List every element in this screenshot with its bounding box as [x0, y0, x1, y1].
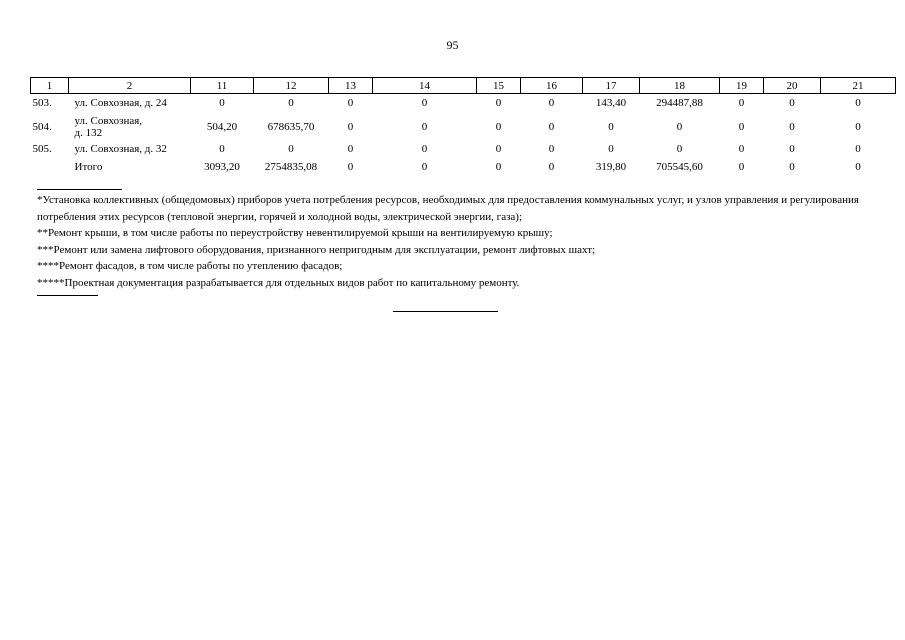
address-line: д. 132 [74, 126, 103, 139]
row-number: 503. [32, 97, 52, 110]
footnote-separator-top [37, 189, 122, 190]
table-cell: 294487,88 [656, 97, 703, 110]
row-address: ул. Совхозная, д. 24 [74, 97, 167, 110]
footnote-2: **Ремонт крыши, в том числе работы по переустройству невентилируемой крыши на вентилируемую крышу; [37, 227, 553, 240]
address-line: ул. Совхозная, [74, 114, 143, 127]
table-cell: 0 [548, 161, 555, 173]
footnote-3: ***Ремонт или замена лифтового оборудования, признанного непригодным для эксплуатации, ремонт лифтовых шахт; [37, 243, 596, 256]
total-label: Итого [74, 161, 103, 173]
table-cell: 0 [347, 120, 354, 133]
total-row [31, 158, 896, 177]
header-cell: 21 [821, 78, 896, 94]
header-cell: 12 [254, 78, 329, 94]
header-cell: 16 [521, 78, 583, 94]
table-cell: 0 [495, 161, 502, 173]
table-row [31, 94, 896, 113]
header-cell: 13 [329, 78, 373, 94]
header-cell: 19 [720, 78, 764, 94]
table-cell: 0 [789, 161, 795, 173]
table-cell: 0 [421, 143, 428, 155]
row-address [69, 113, 191, 141]
table-cell: 0 [676, 120, 683, 133]
table-cell: 319,80 [595, 161, 627, 173]
row-address: ул. Совхозная, д. 32 [74, 143, 167, 155]
header-cell: 2 [69, 78, 191, 94]
table-cell: 0 [608, 143, 614, 155]
table-cell: 0 [421, 161, 428, 173]
table-cell: 0 [789, 97, 795, 110]
header-cell: 18 [640, 78, 720, 94]
footnote-separator-bottom [37, 295, 98, 296]
header-cell: 14 [373, 78, 477, 94]
header-cell: 15 [477, 78, 521, 94]
table-cell: 0 [738, 143, 745, 155]
table-cell: 504,20 [206, 120, 238, 133]
table-cell: 0 [738, 120, 745, 133]
table-cell: 0 [738, 161, 745, 173]
table-cell: 0 [219, 143, 225, 155]
table-cell: 0 [219, 97, 225, 110]
table-cell: 0 [495, 97, 502, 110]
header-cell: 20 [764, 78, 821, 94]
table-cell: 2754835,08 [264, 161, 318, 173]
table-cell: 0 [789, 143, 795, 155]
footnote-5: *****Проектная документация разрабатывается для отдельных видов работ по капитальному ремонту. [37, 276, 520, 289]
table-cell: 0 [548, 143, 555, 155]
footnote-1: *Установка коллективных (общедомовых) приборов учета потребления ресурсов, необходимых для предоставления коммунальных услуг, и узлов управления и регулирования потребления этих ресурсов (тепловой энергии, горячей и холодной воды, электрической энергии, газа); [37, 194, 859, 223]
row-number: 504. [32, 120, 52, 133]
page-number: 95 [446, 38, 459, 52]
table-cell: 0 [855, 143, 861, 155]
table-cell: 143,40 [595, 97, 627, 110]
table-cell: 3093,20 [204, 161, 240, 173]
table-cell: 0 [608, 120, 614, 133]
table-cell: 0 [789, 120, 795, 133]
table-row [31, 113, 896, 141]
table-cell: 0 [421, 120, 428, 133]
table-cell: 0 [676, 143, 683, 155]
table-cell: 0 [288, 97, 294, 110]
footnotes [37, 192, 867, 292]
header-row [31, 78, 896, 94]
table-cell: 678635,70 [267, 120, 315, 133]
header-cell: 11 [191, 78, 254, 94]
table-cell: 0 [855, 97, 861, 110]
table-cell: 0 [421, 97, 428, 110]
header-cell: 17 [583, 78, 640, 94]
table-cell: 0 [347, 161, 354, 173]
table-cell: 0 [738, 97, 745, 110]
table-cell: 0 [855, 161, 861, 173]
table-cell: 0 [548, 97, 555, 110]
row-number [31, 158, 69, 177]
table-cell: 0 [495, 143, 502, 155]
data-table [30, 77, 896, 177]
footnote-4: ****Ремонт фасадов, в том числе работы по утеплению фасадов; [37, 260, 343, 273]
table-row [31, 141, 896, 158]
end-separator [393, 311, 498, 312]
table-cell: 0 [495, 120, 502, 133]
table-cell: 0 [288, 143, 294, 155]
header-cell: 1 [31, 78, 69, 94]
table-cell: 705545,60 [656, 161, 703, 173]
row-number: 505. [32, 143, 52, 155]
table-cell: 0 [855, 120, 861, 133]
table-cell: 0 [347, 97, 354, 110]
table-cell: 0 [548, 120, 555, 133]
table-cell: 0 [347, 143, 354, 155]
